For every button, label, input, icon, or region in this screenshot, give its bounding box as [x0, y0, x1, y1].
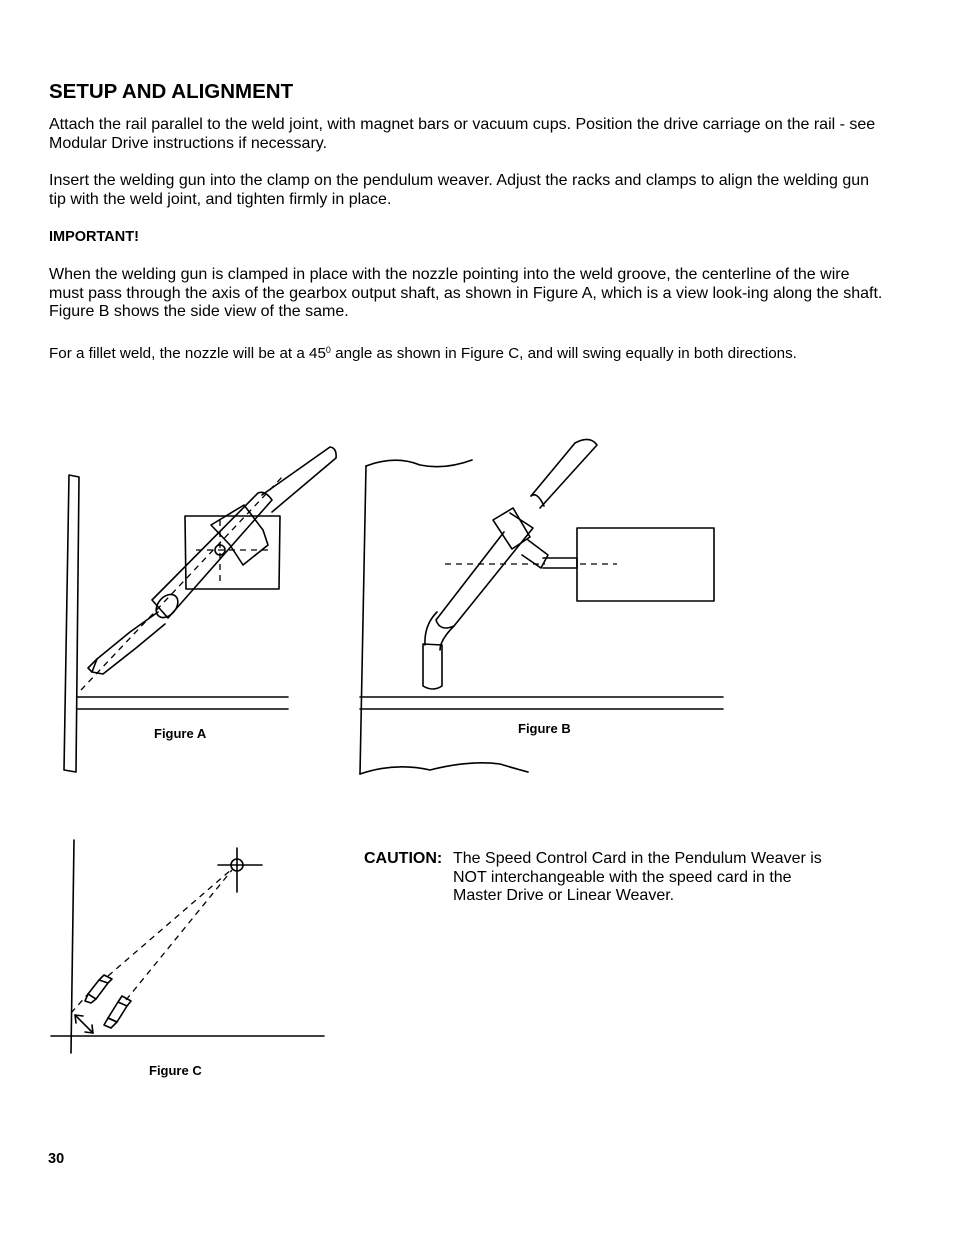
fillet-text-end: angle as shown in Figure C, and will swing equally in both directions.	[330, 345, 797, 362]
figure-c-torch-lower	[108, 996, 131, 1022]
paragraph-insert-gun: Insert the welding gun into the clamp on the pendulum weaver. Adjust the racks and clamps to align the welding gun tip with the weld joint, and tighten firmly in place.	[49, 172, 870, 208]
section-heading: SETUP AND ALIGNMENT	[49, 80, 294, 103]
caution-label: CAUTION:	[364, 850, 443, 867]
figure-c-wall	[71, 840, 74, 1053]
fillet-text-start: For a fillet weld, the nozzle will be at a 45	[49, 345, 326, 362]
paragraph-rail-attach: Attach the rail parallel to the weld joint, with magnet bars or vacuum cups. Position the drive carriage on the rail - see Modular Drive instructions if necessary.	[49, 116, 876, 152]
caution-text: The Speed Control Card in the Pendulum Weaver is NOT interchangeable with the speed card in the Master Drive or Linear Weaver.	[453, 850, 822, 904]
important-label: IMPORTANT!	[49, 229, 139, 245]
figure-c-angle-arrow	[75, 1015, 93, 1033]
figure-b-caption: Figure B	[518, 721, 571, 736]
page-number: 30	[48, 1151, 65, 1167]
degree-superscript: 0	[325, 345, 331, 355]
figure-a-caption: Figure A	[154, 726, 207, 741]
figure-c-caption: Figure C	[149, 1063, 202, 1078]
paragraph-centerline: When the welding gun is clamped in place with the nozzle pointing into the weld groove, the centerline of the wire must pass through the axis of the gearbox output shaft, as shown in Figure A, which is a view look-ing along the shaft. Figure B shows the side view of the same.	[49, 266, 883, 320]
